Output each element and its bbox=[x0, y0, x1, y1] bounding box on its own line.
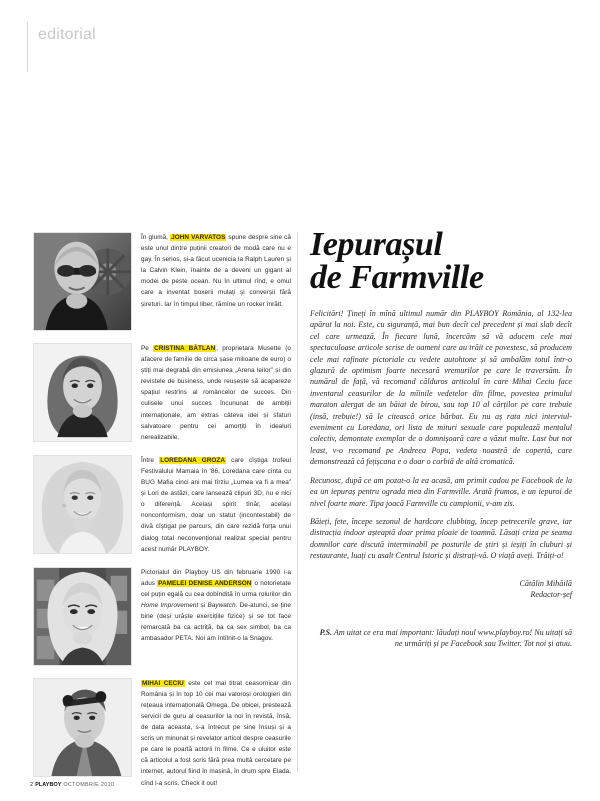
list-item-text bbox=[141, 232, 291, 310]
portrait-mihai-ceciu bbox=[33, 678, 132, 777]
list-item-text bbox=[141, 678, 291, 789]
list-item-text bbox=[141, 567, 291, 645]
portrait-john-varvatos bbox=[33, 232, 132, 331]
entry-lead-in: Pe bbox=[141, 345, 154, 352]
postscript bbox=[310, 627, 572, 650]
entry-body: care cîștiga trofeul Festivalului Mamaia în '86, Loredana care cînta cu BUG Mafia cinci ani mai tîrziu „Lumea va fi a mea” și Lori de astăzi, care lansează clipuri 3D, nu e nici o diferență. Același spirit tînăr, același nonconformism, doar un statut (incontestabil) de divă cîștigat pe parcurs, din care rezidă forța unui dialog total neconvențional realizat special pentru acest număr PLAYBOY. bbox=[141, 456, 291, 553]
portrait-pamela-anderson bbox=[33, 567, 132, 666]
portrait-loredana-groza bbox=[33, 455, 132, 554]
footer-page-number: 2 bbox=[30, 782, 34, 788]
highlighted-name: CRISTINA BĂTLAN bbox=[154, 345, 216, 352]
entry-body: , proprietara Musette (o afacere de familie de circa șase milioane de euro) o știți mai degrabă din emisiunea „Arena leilor” și din revistele de business, unde reușește să acapareze spațiul restrîns al româncelor de succes. Din culisele unui succes încununat de ambiții internaționale, am extras câteva idei și sfaturi salvatoare pentru cei amorțiți în idealuri nerealizabile. bbox=[141, 345, 292, 441]
headline-line-2: de Farmville bbox=[310, 259, 484, 296]
list-item bbox=[33, 567, 291, 666]
list-item bbox=[33, 455, 291, 555]
list-item bbox=[33, 232, 291, 331]
entry-body: este cel mai titrat ceasornicar din România și în top 10 cei mai valoroși orologieri din rețeaua internațională Omega. De obicei, prestează servicii de guru al ceasurilor la noi în revistă, însă, de data aceasta, s-a întrecut pe sine însuși și a scris un minunat și revelator articol despre ceasurile pe care le poartă actorii în filme. Ce e uluitor este că articolul a fost scris fără prea multă cercetare pe internet, autorul fiind în mașină, în drum spre Elada, cînd l-a scris. Check it out! bbox=[141, 679, 291, 787]
entry-body-3: . De-atunci, se ține bine (deși urăște exercițiile fizice) și se tot face remarcată ba ca actriță, ba ca sex simbol, ba ca ambasador PETA. Noi am întîlnit-o la Snagov. bbox=[141, 601, 291, 643]
highlighted-name: MIHAI CECIU bbox=[142, 679, 184, 687]
highlighted-name: LOREDANA GROZA bbox=[160, 456, 226, 464]
list-item bbox=[33, 343, 291, 443]
list-item-text bbox=[141, 455, 291, 555]
header-rule bbox=[27, 22, 28, 72]
signature-role: Redactor-șef bbox=[530, 590, 572, 600]
headline-line-1: Iepurașul bbox=[310, 226, 443, 263]
editorial-paragraph: Recunosc, după ce am pozat-o la ea acasă, am primit cadou pe Facebook de la ea un iepuraș pentru ograda mea din Farmville. Arată frumos, e un iepuroi de nivel foarte mare. Tipa joacă Farmville cu campionii, v-am zis. bbox=[310, 475, 572, 508]
entry-lead-in: Între bbox=[141, 456, 160, 464]
postscript-label: P.S. bbox=[319, 627, 333, 637]
page-title: editorial bbox=[38, 26, 96, 43]
footer-brand: PLAYBOY bbox=[35, 782, 62, 788]
portrait-cristina-batlan bbox=[33, 343, 132, 442]
entry-lead-in: În glumă, bbox=[141, 234, 171, 241]
entry-body-2: și bbox=[198, 601, 208, 609]
right-column bbox=[310, 228, 572, 650]
entry-body: o notorietate cel puțin egală cu cea dobîndită în urma rolurilor din bbox=[141, 579, 291, 598]
signature-block bbox=[310, 578, 572, 601]
article-headline bbox=[310, 228, 572, 294]
entry-body: spune despre sine că este unul dintre puținii creatori de modă care nu e gay. În serios, și-a făcut ucenicia la Ralph Lauren și la Calvin Klein, înainte de a deveni un gigant al modei de peste ocean. Nu în ultimul rînd, e omul care a inventat boxerii mulați și converșii fără șireturi. Iar în timpul liber, rămîne un rocker înrăit. bbox=[141, 234, 292, 308]
list-item bbox=[33, 678, 291, 789]
column-divider bbox=[297, 232, 298, 772]
signature-name: Cătălin Mihăilă bbox=[519, 578, 572, 588]
page-footer bbox=[30, 782, 114, 788]
postscript-text: Am uitat ce era mai important: lăudați noul www.playboy.ro! Nu uitați să ne urmăriți și pe Facebook sau Twitter. Tot noi și atuu. bbox=[332, 627, 572, 649]
left-column bbox=[33, 232, 291, 801]
highlighted-name: PAMELEI DENISE ANDERSON bbox=[158, 579, 252, 587]
editorial-paragraph: Băieți, fete, începe sezonul de hardcore clubbing, încep petrecerile grave, iar distracția indoor așteaptă doar prima ploaie de toamnă. Lăsați criza pe seama domnilor care discută interminabil pe posturile de știri și ieșiți în cluburi și restaurante, luați cu asalt Centrul Istoric și distrați-vă. O viață aveți. Trăiți-o! bbox=[310, 516, 572, 561]
entry-body-italic-2: Baywatch bbox=[207, 601, 236, 609]
list-item-text bbox=[141, 343, 291, 443]
masthead bbox=[0, 0, 600, 200]
entry-lead-in: Pictorialul din Playboy US din februarie 1990 i-a adus bbox=[141, 568, 291, 587]
footer-issue: OCTOMBRIE 2010 bbox=[63, 782, 115, 788]
highlighted-name: JOHN VARVATOS bbox=[171, 234, 226, 241]
entry-body-italic: Home Improvement bbox=[141, 601, 199, 609]
editorial-paragraph: Felicitări! Țineți în mînă ultimul număr din PLAYBOY România, al 132-lea apărut la noi. Este, cu siguranță, mai bun decît cel precedent și mai slab decît cel care urmează. În fiecare lună, încercăm să vă aducem cele mai spectaculoase articole scrise de oameni care au trăit ce povestesc, să producem cele mai rafinate pictoriale cu vedete autohtone și să ambalăm totul într-o glazură de optimism foarte necesară vremurilor pe care le traversăm. În numărul de față, vă recomand călduros articolul în care Mihai Ceciu face inventarul ceasurilor de la mîinile vedetelor din filme, povestea primului maraton alergat de un băiat de birou, sau top 10 al cărților pe care trebuie (insă, trebuie!) să le citească orice bărbat. Eu nu aș rata nici interviul-eveniment cu Loredana, ori lista de mituri sexuale care populează mentalul colectiv, demontate exemplar de o domnișoară care a văzut multe. Last but not least, v-o recomand pe Andreea Popa, vedeta noastră de copertă, care demonstrează că fețișcana e o doar o corbiă de altă cromatică. bbox=[310, 309, 572, 467]
